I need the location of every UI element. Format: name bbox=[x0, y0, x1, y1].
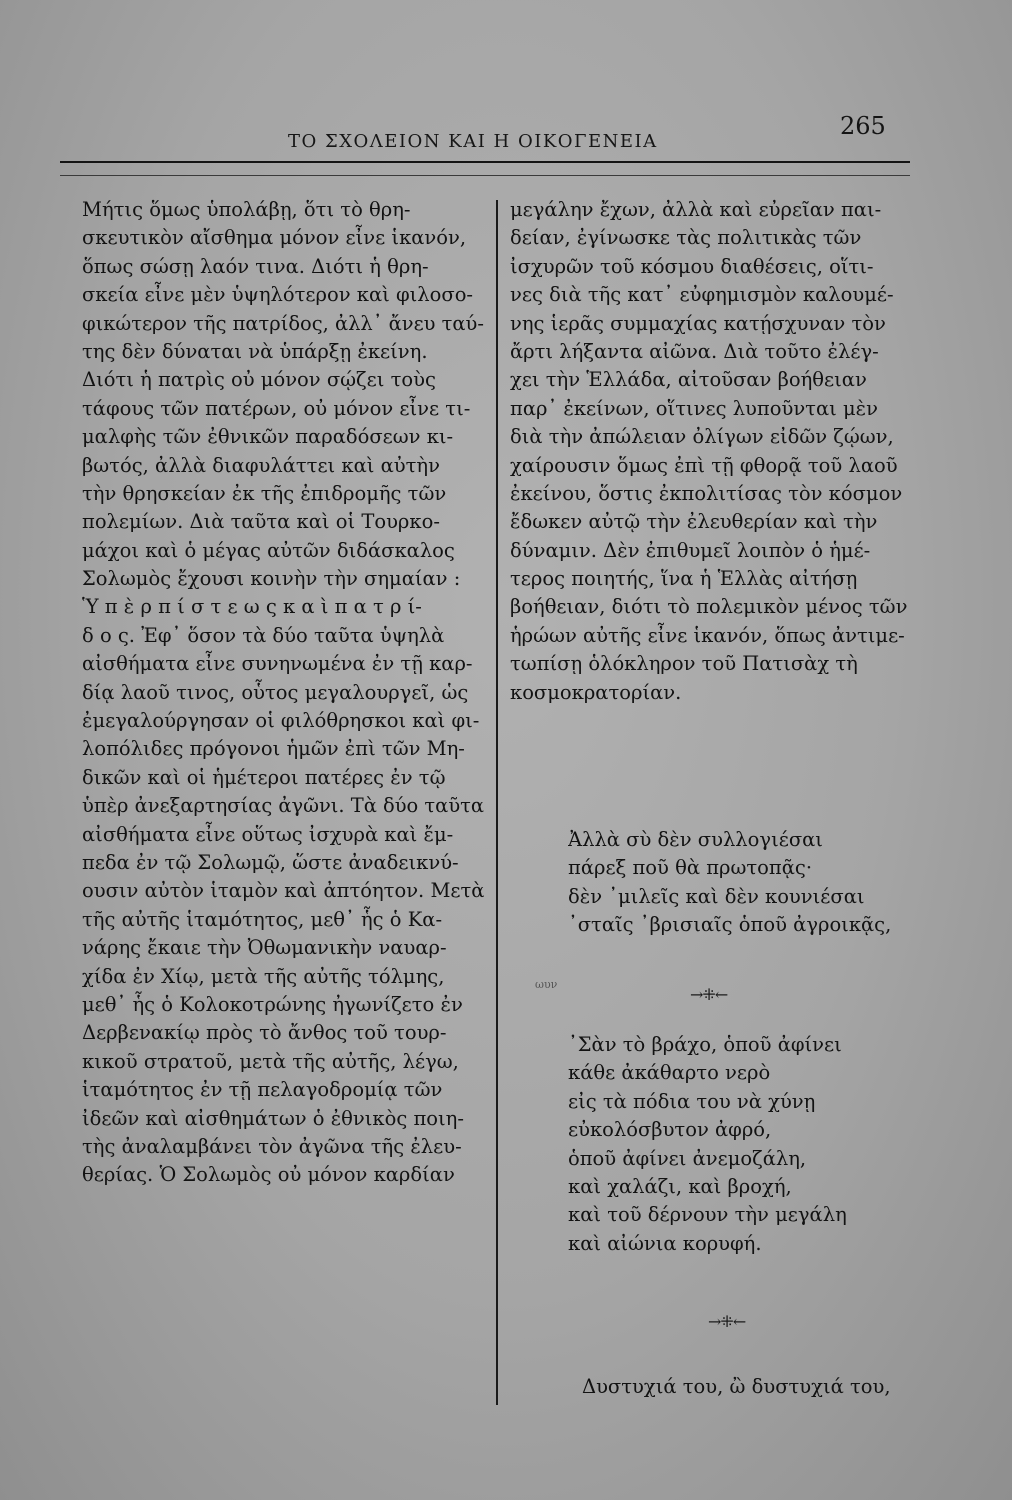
text-line: δίᾳ λαοῦ τινος, οὗτος μεγαλουργεῖ, ὡς bbox=[82, 680, 469, 704]
text-line: καὶ αἰώνια κορυφή. bbox=[568, 1231, 762, 1255]
text-line: μεγάλην ἔχων, ἀλλὰ καὶ εὐρεῖαν παι- bbox=[510, 198, 882, 221]
running-head: ΤΟ ΣΧΟΛΕΙΟΝ ΚΑΙ Η ΟΙΚΟΓΕΝΕΙΑ bbox=[288, 131, 658, 152]
text-line: Δερβενακίῳ πρὸς τὸ ἄνθος τοῦ τουρ- bbox=[82, 1021, 447, 1045]
column-divider bbox=[496, 200, 498, 1405]
text-line: φικώτερον τῆς πατρίδος, ἀλλ᾽ ἄνευ ταύ- bbox=[82, 311, 484, 335]
text-line: πεδα ἐν τῷ Σολωμῷ, ὥστε ἀναδεικνύ- bbox=[82, 850, 459, 874]
text-line: ουσιν αὐτὸν ἱταμὸν καὶ ἀπτόητον. Μετὰ bbox=[82, 879, 484, 903]
text-line: ὅπως σώσῃ λαόν τινα. Διότι ἡ θρη- bbox=[82, 254, 429, 278]
text-line: τερος ποιητής, ἵνα ἡ Ἑλλὰς αἰτήσῃ bbox=[510, 567, 858, 591]
verse-stanza-2 bbox=[568, 1030, 847, 1257]
text-line: πολεμίων. Διὰ ταῦτα καὶ οἱ Τουρκο- bbox=[82, 510, 440, 534]
text-line: νες διὰ τῆς κατ᾽ εὐφημισμὸν καλουμέ- bbox=[510, 283, 894, 307]
text-line: κικοῦ στρατοῦ, μετὰ τῆς αὐτῆς, λέγω, bbox=[82, 1049, 459, 1073]
text-line: Μήτις ὅμως ὑπολάβῃ, ὅτι τὸ θρη- bbox=[82, 198, 411, 221]
text-line: αἰσθήματα εἶνε συνηνωμένα ἐν τῇ καρ- bbox=[82, 652, 473, 676]
text-line: νης ἱερᾶς συμμαχίας κατῄσχυναν τὸν bbox=[510, 311, 886, 335]
text-line: δὲν ᾽μιλεῖς καὶ δὲν κουνιέσαι bbox=[568, 884, 865, 908]
text-line: δείαν, ἐγίνωσκε τὰς πολιτικὰς τῶν bbox=[510, 226, 862, 250]
text-line: σκεία εἶνε μὲν ὑψηλότερον καὶ φιλοσο- bbox=[82, 283, 474, 307]
right-column bbox=[510, 196, 915, 707]
text-line: αἰσθήματα εἶνε οὕτως ἰσχυρὰ καὶ ἔμ- bbox=[82, 822, 454, 846]
text-line: μαλφὴς τῶν ἐθνικῶν παραδόσεων κι- bbox=[82, 425, 454, 449]
text-line: δύναμιν. Δὲν ἐπιθυμεῖ λοιπὸν ὁ ἡμέ- bbox=[510, 538, 871, 562]
text-line: ἐμεγαλούργησαν οἱ φιλόθρησκοι καὶ φι- bbox=[82, 709, 480, 733]
header-rule-lower bbox=[60, 175, 910, 176]
text-line: χει τὴν Ἑλλάδα, αἰτοῦσαν βοήθειαν bbox=[510, 368, 867, 392]
text-line: ἰδεῶν καὶ αἰσθημάτων ὁ ἐθνικὸς ποιη- bbox=[82, 1106, 464, 1130]
text-line: λοπόλιδες πρόγονοι ἡμῶν ἐπὶ τῶν Μη- bbox=[82, 737, 465, 761]
text-line: τάφους τῶν πατέρων, οὐ μόνον εἶνε τι- bbox=[82, 396, 471, 420]
text-line: της δὲν δύναται νὰ ὑπάρξῃ ἐκείνη. bbox=[82, 339, 428, 363]
page-number: 265 bbox=[840, 112, 886, 140]
ornament-divider-1: →⁜← bbox=[690, 985, 728, 1004]
text-line: ἔδωκεν αὐτῷ τὴν ἐλευθερίαν καὶ τὴν bbox=[510, 510, 878, 534]
text-line: τῆς αὐτῆς ἱταμότητος, μεθ᾽ ἧς ὁ Κα- bbox=[82, 907, 443, 931]
text-line: Ἀλλὰ σὺ δὲν συλλογιέσαι bbox=[568, 828, 823, 851]
text-line: ὑπὲρ ἀνεξαρτησίας ἀγῶνι. Τὰ δύο ταῦτα bbox=[82, 794, 484, 818]
text-line: Δυστυχιά του, ὢ δυστυχιά του, bbox=[582, 1375, 891, 1398]
text-line: κάθε ἀκάθαρτο νερὸ bbox=[568, 1061, 771, 1085]
text-line: ἡρώων αὐτῆς εἶνε ἱκανόν, ὅπως ἀντιμε- bbox=[510, 623, 905, 647]
verse-stanza-3 bbox=[582, 1372, 891, 1400]
text-line: Διότι ἡ πατρὶς οὐ μόνον σῴζει τοὺς bbox=[82, 368, 436, 392]
text-line: χαίρουσιν ὅμως ἐπὶ τῇ φθορᾷ τοῦ λαοῦ bbox=[510, 453, 898, 477]
text-line: εἰς τὰ πόδια του νὰ χύνῃ bbox=[568, 1089, 816, 1113]
verse-stanza-1 bbox=[568, 825, 891, 939]
text-line: νάρης ἔκαιε τὴν Ὀθωμανικὴν ναυαρ- bbox=[82, 936, 447, 960]
text-line: Σολωμὸς ἔχουσι κοινὴν τὴν σημαίαν : bbox=[82, 567, 461, 591]
text-line: καὶ τοῦ δέρνουν τὴν μεγάλη bbox=[568, 1203, 847, 1227]
text-line: ἱταμότητος ἐν τῇ πελαγοδρομίᾳ τῶν bbox=[82, 1078, 443, 1102]
text-line: μεθ᾽ ἧς ὁ Κολοκοτρώνης ἠγωνίζετο ἐν bbox=[82, 992, 463, 1016]
text-line: παρ᾽ ἐκείνων, οἵτινες λυποῦνται μὲν bbox=[510, 396, 878, 420]
text-line: ἰσχυρῶν τοῦ κόσμου διαθέσεις, οἵτι- bbox=[510, 254, 874, 278]
text-line: βωτός, ἀλλὰ διαφυλάττει καὶ αὐτὴν bbox=[82, 453, 440, 477]
text-line: κοσμοκρατορίαν. bbox=[510, 680, 682, 704]
text-line: χίδα ἐν Χίῳ, μετὰ τῆς αὐτῆς τόλμης, bbox=[82, 964, 445, 988]
text-line: δικῶν καὶ οἱ ἡμέτεροι πατέρες ἐν τῷ bbox=[82, 765, 446, 789]
text-line: δ ο ς. Ἐφ᾽ ὅσον τὰ δύο ταῦτα ὑψηλὰ bbox=[82, 623, 445, 647]
text-line: εὐκολόσβυτον ἀφρό, bbox=[568, 1118, 772, 1142]
text-line: Ὑ π ὲ ρ π ί σ τ ε ω ς κ α ὶ π α τ ρ ί- bbox=[82, 595, 422, 619]
text-line: πάρεξ ποῦ θὰ πρωτοπᾷς· bbox=[568, 856, 813, 880]
text-line: μάχοι καὶ ὁ μέγας αὐτῶν διδάσκαλος bbox=[82, 538, 455, 562]
text-line: θερίας. Ὁ Σολωμὸς οὐ μόνον καρδίαν bbox=[82, 1163, 455, 1187]
ornament-divider-2: →⁜← bbox=[708, 1312, 746, 1331]
text-line: βοήθειαν, διότι τὸ πολεμικὸν μένος τῶν bbox=[510, 595, 908, 619]
text-line: τὴν θρησκείαν ἐκ τῆς ἐπιδρομῆς τῶν bbox=[82, 481, 447, 505]
stray-mark: ωυν bbox=[535, 978, 558, 991]
text-line: ᾽Σὰν τὸ βράχο, ὁποῦ ἀφίνει bbox=[568, 1033, 842, 1056]
text-line: ᾽σταῖς ᾽βρισιαῖς ὁποῦ ἀγροικᾷς, bbox=[568, 913, 892, 937]
text-line: καὶ χαλάζι, καὶ βροχή, bbox=[568, 1174, 792, 1198]
text-line: ἄρτι λήξαντα αἰῶνα. Διὰ τοῦτο ἐλέγ- bbox=[510, 339, 879, 363]
text-line: ὁποῦ ἀφίνει ἀνεμοζάλη, bbox=[568, 1146, 807, 1170]
text-line: τὴς ἀναλαμβάνει τὸν ἀγῶνα τῆς ἐλευ- bbox=[82, 1134, 462, 1158]
text-line: τωπίσῃ ὁλόκληρον τοῦ Πατισὰχ τὴ bbox=[510, 652, 858, 676]
text-line: ἐκείνου, ὅστις ἐκπολιτίσας τὸν κόσμον bbox=[510, 481, 903, 505]
text-line: διὰ τὴν ἀπώλειαν ὀλίγων εἰδῶν ζῴων, bbox=[510, 425, 894, 449]
left-column bbox=[82, 196, 484, 1190]
header-rule bbox=[60, 161, 910, 163]
text-line: σκευτικὸν αἴσθημα μόνον εἶνε ἱκανόν, bbox=[82, 226, 467, 250]
